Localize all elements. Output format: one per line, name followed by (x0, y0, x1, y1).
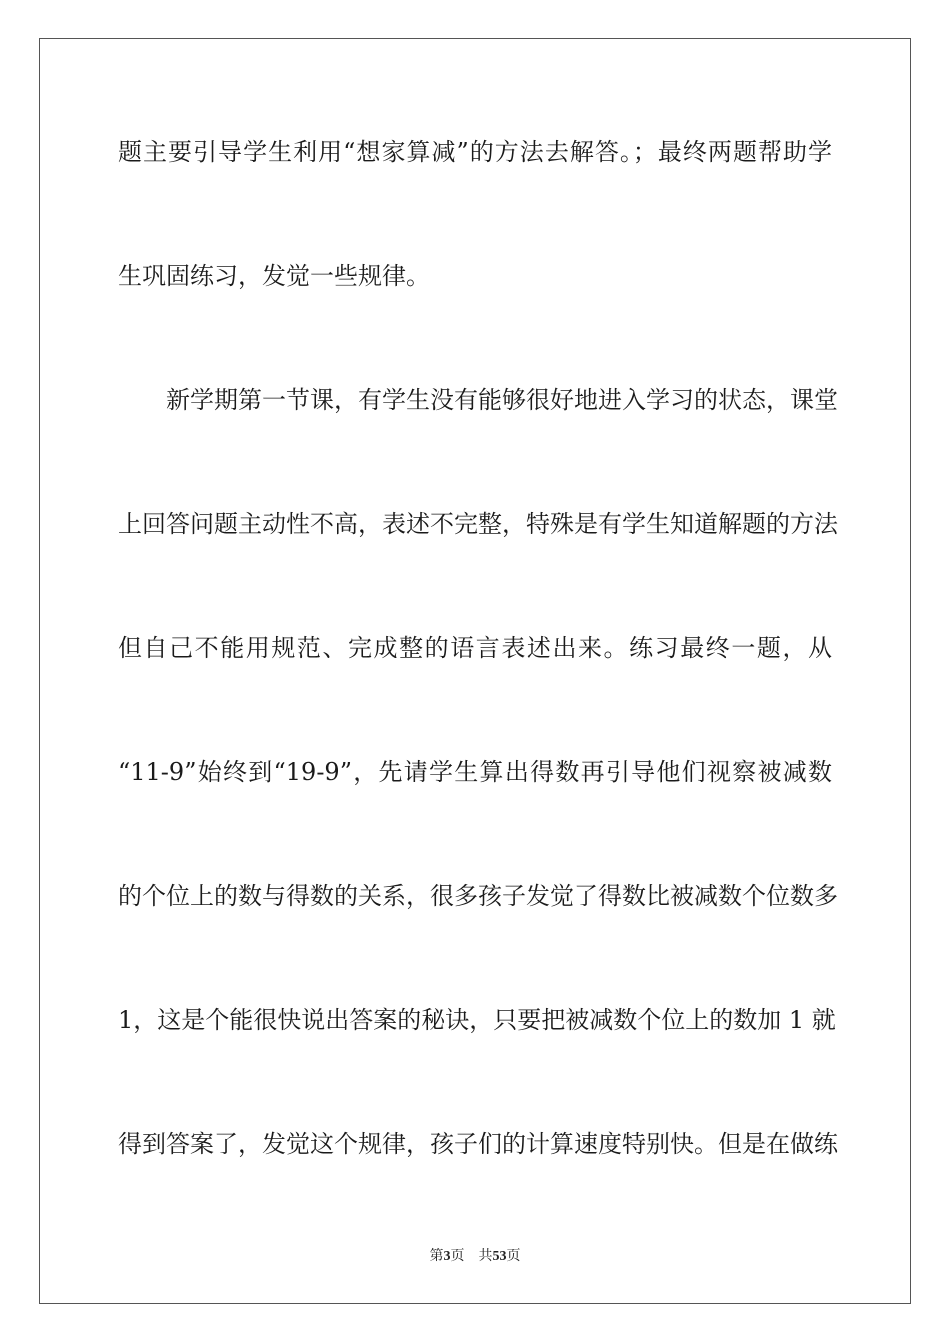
total-suffix: 页 (506, 1249, 521, 1264)
current-page-number: 3 (443, 1249, 451, 1264)
text-line-1: 题主要引导学生利用“想家算减”的方法去解答。；最终两题帮助学 (118, 138, 832, 166)
text-line-3: 新学期第一节课，有学生没有能够很好地进入学习的状态，课堂 (166, 386, 838, 414)
total-prefix: 共 (478, 1249, 493, 1264)
total-pages-number: 53 (492, 1249, 507, 1264)
text-line-9: 得到答案了，发觉这个规律，孩子们的计算速度特别快。但是在做练 (118, 1130, 838, 1158)
text-line-8: 1，这是个能很快说出答案的秘诀，只要把被减数个位上的数加 1 就 (118, 1006, 836, 1034)
page-footer (0, 1248, 950, 1266)
text-line-4: 上回答问题主动性不高，表述不完整，特殊是有学生知道解题的方法 (118, 510, 838, 538)
page-border (39, 38, 911, 1304)
page-prefix: 第 (429, 1249, 444, 1264)
page-suffix: 页 (450, 1249, 465, 1264)
text-line-6: “11-9”始终到“19-9”，先请学生算出得数再引导他们视察被减数 (118, 758, 832, 786)
text-line-5: 但自己不能用规范、完成整的语言表述出来。练习最终一题，从 (118, 634, 832, 662)
text-line-2: 生巩固练习，发觉一些规律。 (118, 262, 430, 290)
text-line-7: 的个位上的数与得数的关系，很多孩子发觉了得数比被减数个位数多 (118, 882, 838, 910)
